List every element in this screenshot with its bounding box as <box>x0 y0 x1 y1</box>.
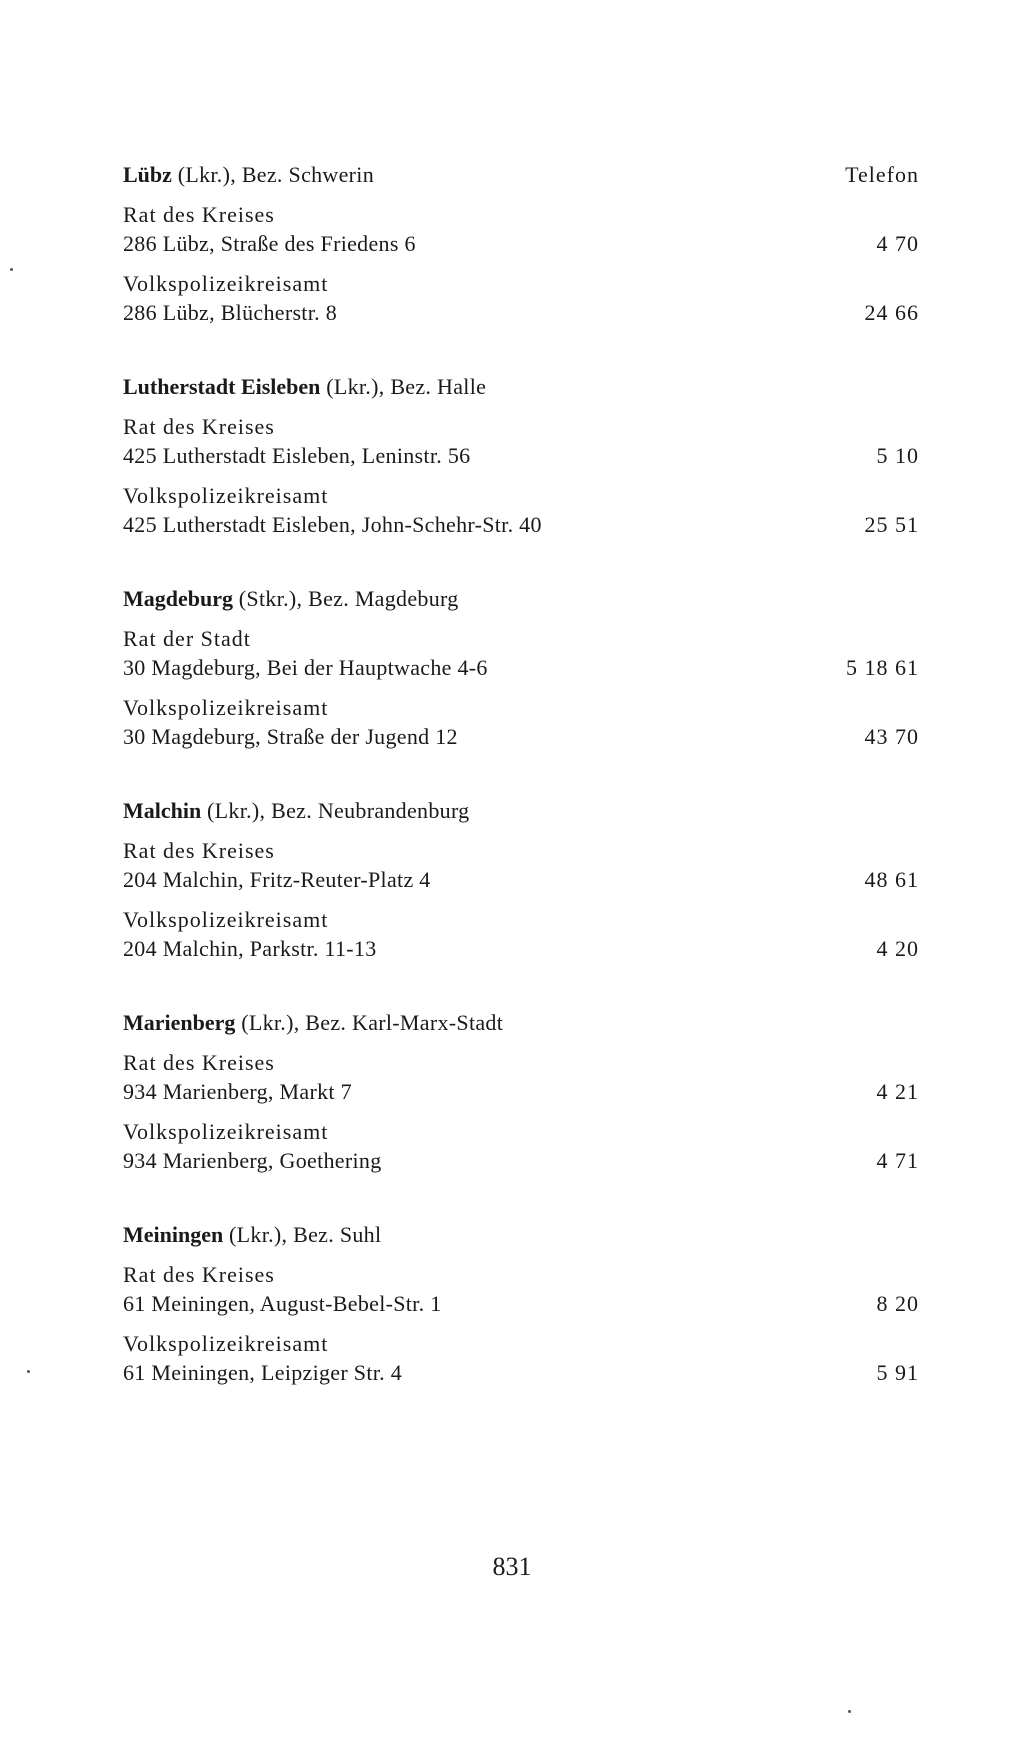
office-phone: 4 71 <box>876 1148 919 1173</box>
district-heading <box>123 372 919 402</box>
office-name: Volkspolizeikreisamt <box>123 1331 329 1356</box>
office-address-line <box>123 1146 919 1176</box>
office-phone: 5 18 61 <box>846 655 919 680</box>
office-entry <box>123 1048 919 1107</box>
district-details: (Lkr.), Bez. Halle <box>320 374 487 399</box>
office-address-line <box>123 934 919 964</box>
district-name: Malchin <box>123 798 202 823</box>
district-name: Magdeburg <box>123 586 233 611</box>
office-address-line <box>123 298 919 328</box>
district-details: (Lkr.), Bez. Karl-Marx-Stadt <box>235 1010 504 1035</box>
scan-speck <box>848 1710 851 1713</box>
office-name: Volkspolizeikreisamt <box>123 483 329 508</box>
scan-speck <box>27 1370 30 1373</box>
office-name: Volkspolizeikreisamt <box>123 907 329 932</box>
office-name: Rat des Kreises <box>123 1050 275 1075</box>
office-phone: 5 91 <box>876 1360 919 1385</box>
district-name: Meiningen <box>123 1222 224 1247</box>
scan-speck <box>10 268 13 271</box>
office-name: Rat des Kreises <box>123 1262 275 1287</box>
office-name: Rat der Stadt <box>123 626 251 651</box>
office-name: Rat des Kreises <box>123 838 275 863</box>
office-address: 204 Malchin, Parkstr. 11-13 <box>123 936 377 961</box>
office-name: Volkspolizeikreisamt <box>123 271 329 296</box>
district-name: Lübz <box>123 162 172 187</box>
office-name: Rat des Kreises <box>123 202 275 227</box>
district-heading <box>123 584 919 614</box>
office-entry <box>123 200 919 259</box>
district-heading <box>123 1008 919 1038</box>
office-address: 61 Meiningen, August-Bebel-Str. 1 <box>123 1291 442 1316</box>
office-address: 204 Malchin, Fritz-Reuter-Platz 4 <box>123 867 431 892</box>
office-address: 61 Meiningen, Leipziger Str. 4 <box>123 1360 403 1385</box>
office-address-line <box>123 722 919 752</box>
office-entry <box>123 1117 919 1176</box>
office-entry <box>123 905 919 964</box>
office-phone: 48 61 <box>864 867 919 892</box>
district-section <box>123 1220 919 1388</box>
office-address-line <box>123 441 919 471</box>
office-address-line <box>123 865 919 895</box>
district-section <box>123 796 919 964</box>
district-details: (Lkr.), Bez. Neubrandenburg <box>201 798 470 823</box>
district-details: (Lkr.), Bez. Suhl <box>223 1222 382 1247</box>
office-address: 425 Lutherstadt Eisleben, Leninstr. 56 <box>123 443 471 468</box>
office-address-line <box>123 1289 919 1319</box>
office-address-line <box>123 653 919 683</box>
telefon-column-header: Telefon <box>845 162 919 187</box>
office-address-line <box>123 1077 919 1107</box>
office-entry <box>123 481 919 540</box>
office-address: 30 Magdeburg, Bei der Hauptwache 4-6 <box>123 655 488 680</box>
office-phone: 8 20 <box>876 1291 919 1316</box>
district-section <box>123 160 919 328</box>
district-section <box>123 372 919 540</box>
office-phone: 43 70 <box>864 724 919 749</box>
district-heading <box>123 160 919 190</box>
office-address-line <box>123 1358 919 1388</box>
office-address-line <box>123 510 919 540</box>
office-entry <box>123 1329 919 1388</box>
office-address: 286 Lübz, Blücherstr. 8 <box>123 300 338 325</box>
office-name: Rat des Kreises <box>123 414 275 439</box>
office-entry <box>123 836 919 895</box>
office-address-line <box>123 229 919 259</box>
office-phone: 4 20 <box>876 936 919 961</box>
office-phone: 4 70 <box>876 231 919 256</box>
office-name: Volkspolizeikreisamt <box>123 1119 329 1144</box>
office-address: 286 Lübz, Straße des Friedens 6 <box>123 231 416 256</box>
directory-page <box>123 160 919 1432</box>
office-phone: 4 21 <box>876 1079 919 1104</box>
district-heading <box>123 1220 919 1250</box>
office-entry <box>123 693 919 752</box>
office-phone: 5 10 <box>876 443 919 468</box>
office-phone: 25 51 <box>864 512 919 537</box>
office-address: 425 Lutherstadt Eisleben, John-Schehr-Str. 40 <box>123 512 542 537</box>
district-name: Lutherstadt Eisleben <box>123 374 321 399</box>
office-entry <box>123 412 919 471</box>
district-details: (Stkr.), Bez. Magdeburg <box>233 586 459 611</box>
office-name: Volkspolizeikreisamt <box>123 695 329 720</box>
district-section <box>123 1008 919 1176</box>
office-entry <box>123 1260 919 1319</box>
district-details: (Lkr.), Bez. Schwerin <box>171 162 375 187</box>
district-heading <box>123 796 919 826</box>
office-address: 934 Marienberg, Markt 7 <box>123 1079 352 1104</box>
district-name: Marienberg <box>123 1010 236 1035</box>
page-number: 831 <box>492 1552 532 1581</box>
office-entry <box>123 624 919 683</box>
district-section <box>123 584 919 752</box>
office-phone: 24 66 <box>864 300 919 325</box>
office-address: 934 Marienberg, Goethering <box>123 1148 382 1173</box>
office-address: 30 Magdeburg, Straße der Jugend 12 <box>123 724 458 749</box>
office-entry <box>123 269 919 328</box>
